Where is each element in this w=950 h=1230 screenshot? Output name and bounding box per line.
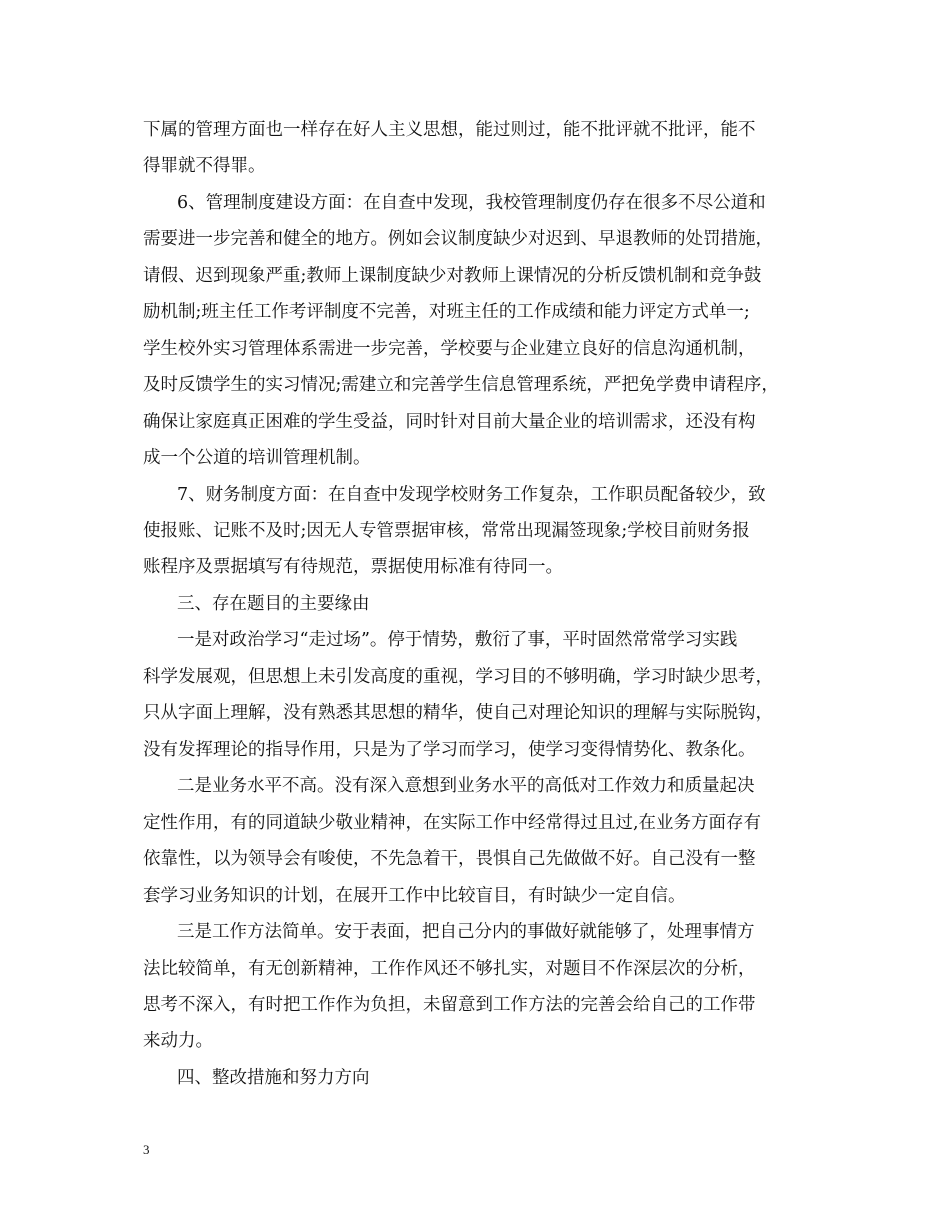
- text-line-26: 来动力。: [143, 1031, 213, 1051]
- text-line-22: 套学习业务知识的计划，在展开工作中比较盲目，有时缺少一定自信。: [143, 886, 686, 906]
- page-number: 3: [143, 1142, 150, 1157]
- text-line-18: 没有发挥理论的指导作用，只是为了学习而学习，使学习变得情势化、教条化。: [143, 740, 756, 760]
- section-heading-4: 四、整改措施和努力方向: [177, 1068, 370, 1088]
- text-line-8: 及时反馈学生的实习情况;需建立和完善学生信息管理系统，严把免学费申请程序，: [143, 375, 779, 395]
- text-line-16: 科学发展观，但思想上未引发高度的重视，学习目的不够明确，学习时缺少思考，: [143, 667, 773, 687]
- text-line-24: 法比较简单，有无创新精神，工作作风还不够扎实，对题目不作深层次的分析，: [143, 959, 756, 979]
- text-line-5: 请假、迟到现象严重;教师上课制度缺少对教师上课情况的分析反馈机制和竞争鼓: [143, 266, 762, 286]
- text-line-19: 二是业务水平不高。没有深入意想到业务水平的高低对工作效力和质量起决: [177, 776, 755, 796]
- text-line-11: 7、财务制度方面：在自查中发现学校财务工作复杂，工作职员配备较少，致: [177, 485, 766, 505]
- text-line-20: 定性作用，有的同道缺少敬业精神，在实际工作中经常得过且过,在业务方面存有: [143, 813, 762, 833]
- text-line-23: 三是工作方法简单。安于表面，把自己分内的事做好就能够了，处理事情方: [177, 922, 755, 942]
- text-line-15: 一是对政治学习“走过场”。停于情势，敷衍了事，平时固然常常学习实践: [177, 630, 738, 650]
- text-line-7: 学生校外实习管理体系需进一步完善，学校要与企业建立良好的信息沟通机制，: [143, 339, 756, 359]
- text-line-3: 6、管理制度建设方面：在自查中发现，我校管理制度仍存在很多不尽公道和: [177, 193, 766, 213]
- text-line-25: 思考不深入，有时把工作作为负担，未留意到工作方法的完善会给自己的工作带: [143, 995, 756, 1015]
- text-line-17: 只从字面上理解，没有熟悉其思想的精华，使自己对理论知识的理解与实际脱钩，: [143, 703, 773, 723]
- section-heading-3: 三、存在题目的主要缘由: [177, 594, 370, 614]
- text-line-13: 账程序及票据填写有待规范，票据使用标准有待同一。: [143, 557, 563, 577]
- text-line-12: 使报账、记账不及时;因无人专管票据审核，常常出现漏签现象;学校目前财务报: [143, 521, 750, 541]
- text-line-4: 需要进一步完善和健全的地方。例如会议制度缺少对迟到、早退教师的处罚措施，: [143, 229, 773, 249]
- text-line-10: 成一个公道的培训管理机制。: [143, 448, 371, 468]
- text-line-9: 确保让家庭真正困难的学生受益，同时针对目前大量企业的培训需求，还没有构: [143, 412, 756, 432]
- text-line-1: 下属的管理方面也一样存在好人主义思想，能过则过，能不批评就不批评，能不: [143, 120, 756, 140]
- text-line-21: 依靠性，以为领导会有唆使，不先急着干，畏惧自己先做做不好。自己没有一整: [143, 849, 756, 869]
- text-line-6: 励机制;班主任工作考评制度不完善，对班主任的工作成绩和能力评定方式单一;: [143, 302, 750, 322]
- text-line-2: 得罪就不得罪。: [143, 156, 266, 176]
